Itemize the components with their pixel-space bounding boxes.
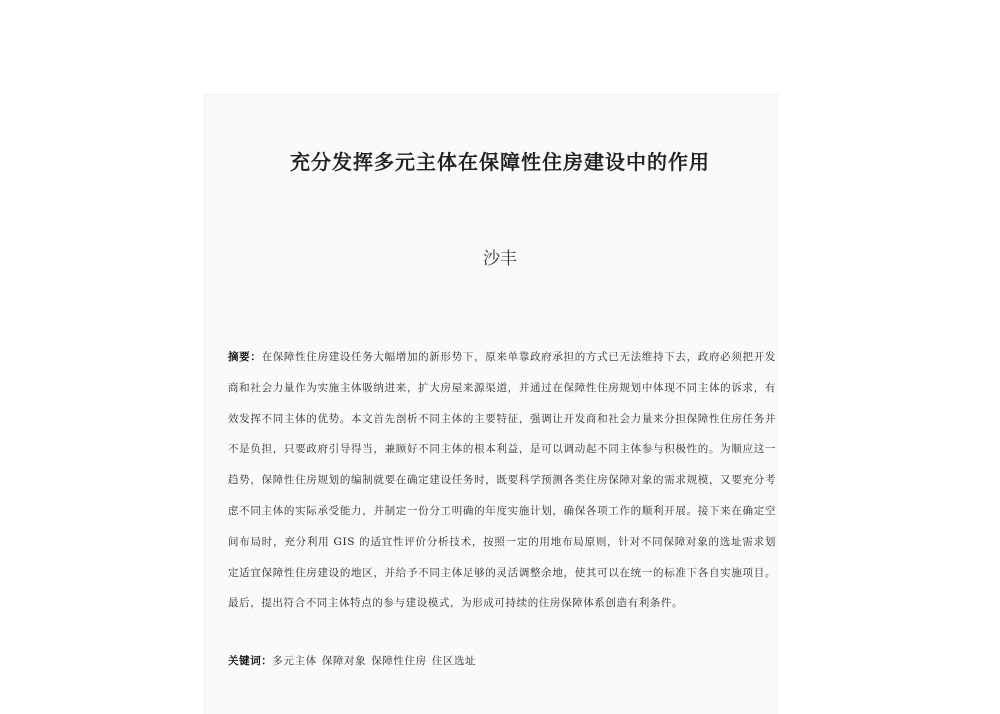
keyword-item: 保障对象 <box>321 655 367 667</box>
keywords-line <box>228 650 776 672</box>
keyword-item: 住区选址 <box>431 655 477 667</box>
keyword-item: 保障性住房 <box>371 655 427 667</box>
abstract-label: 摘要： <box>228 351 262 363</box>
abstract-text: 在保障性住房建设任务大幅增加的新形势下，原来单靠政府承担的方式已无法维持下去，政府必须把开发商和社会力量作为实施主体吸纳进来，扩大房屋来源渠道，并通过在保障性住房规划中体现不同主体的诉求，有效发挥不同主体的优势。本文首先剖析不同主体的主要特征，强调让开发商和社会力量来分担保障性住房任务并不是负担，只要政府引导得当，兼顾好不同主体的根本利益，是可以调动起不同主体参与积极性的。为顺应这一趋势，保障性住房规划的编制就要在确定建设任务时，既要科学预测各类住房保障对象的需求规模，又要充分考虑不同主体的实际承受能力，并制定一份分工明确的年度实施计划，确保各项工作的顺利开展。接下来在确定空间布局时，充分利用 GIS 的适宜性评价分析技术，按照一定的用地布局原则，针对不同保障对象的选址需求划定适宜保障性住房建设的地区，并给予不同主体足够的灵活调整余地，使其可以在统一的标准下各自实施项目。最后，提出符合不同主体特点的参与建设模式，为形成可持续的住房保障体系创造有利条件。 <box>228 351 776 610</box>
keywords-label: 关键词： <box>228 655 273 667</box>
paper-title: 充分发挥多元主体在保障性住房建设中的作用 <box>290 150 710 174</box>
keyword-item: 多元主体 <box>272 655 317 667</box>
abstract-paragraph <box>228 342 776 619</box>
paper-author: 沙丰 <box>483 249 517 269</box>
